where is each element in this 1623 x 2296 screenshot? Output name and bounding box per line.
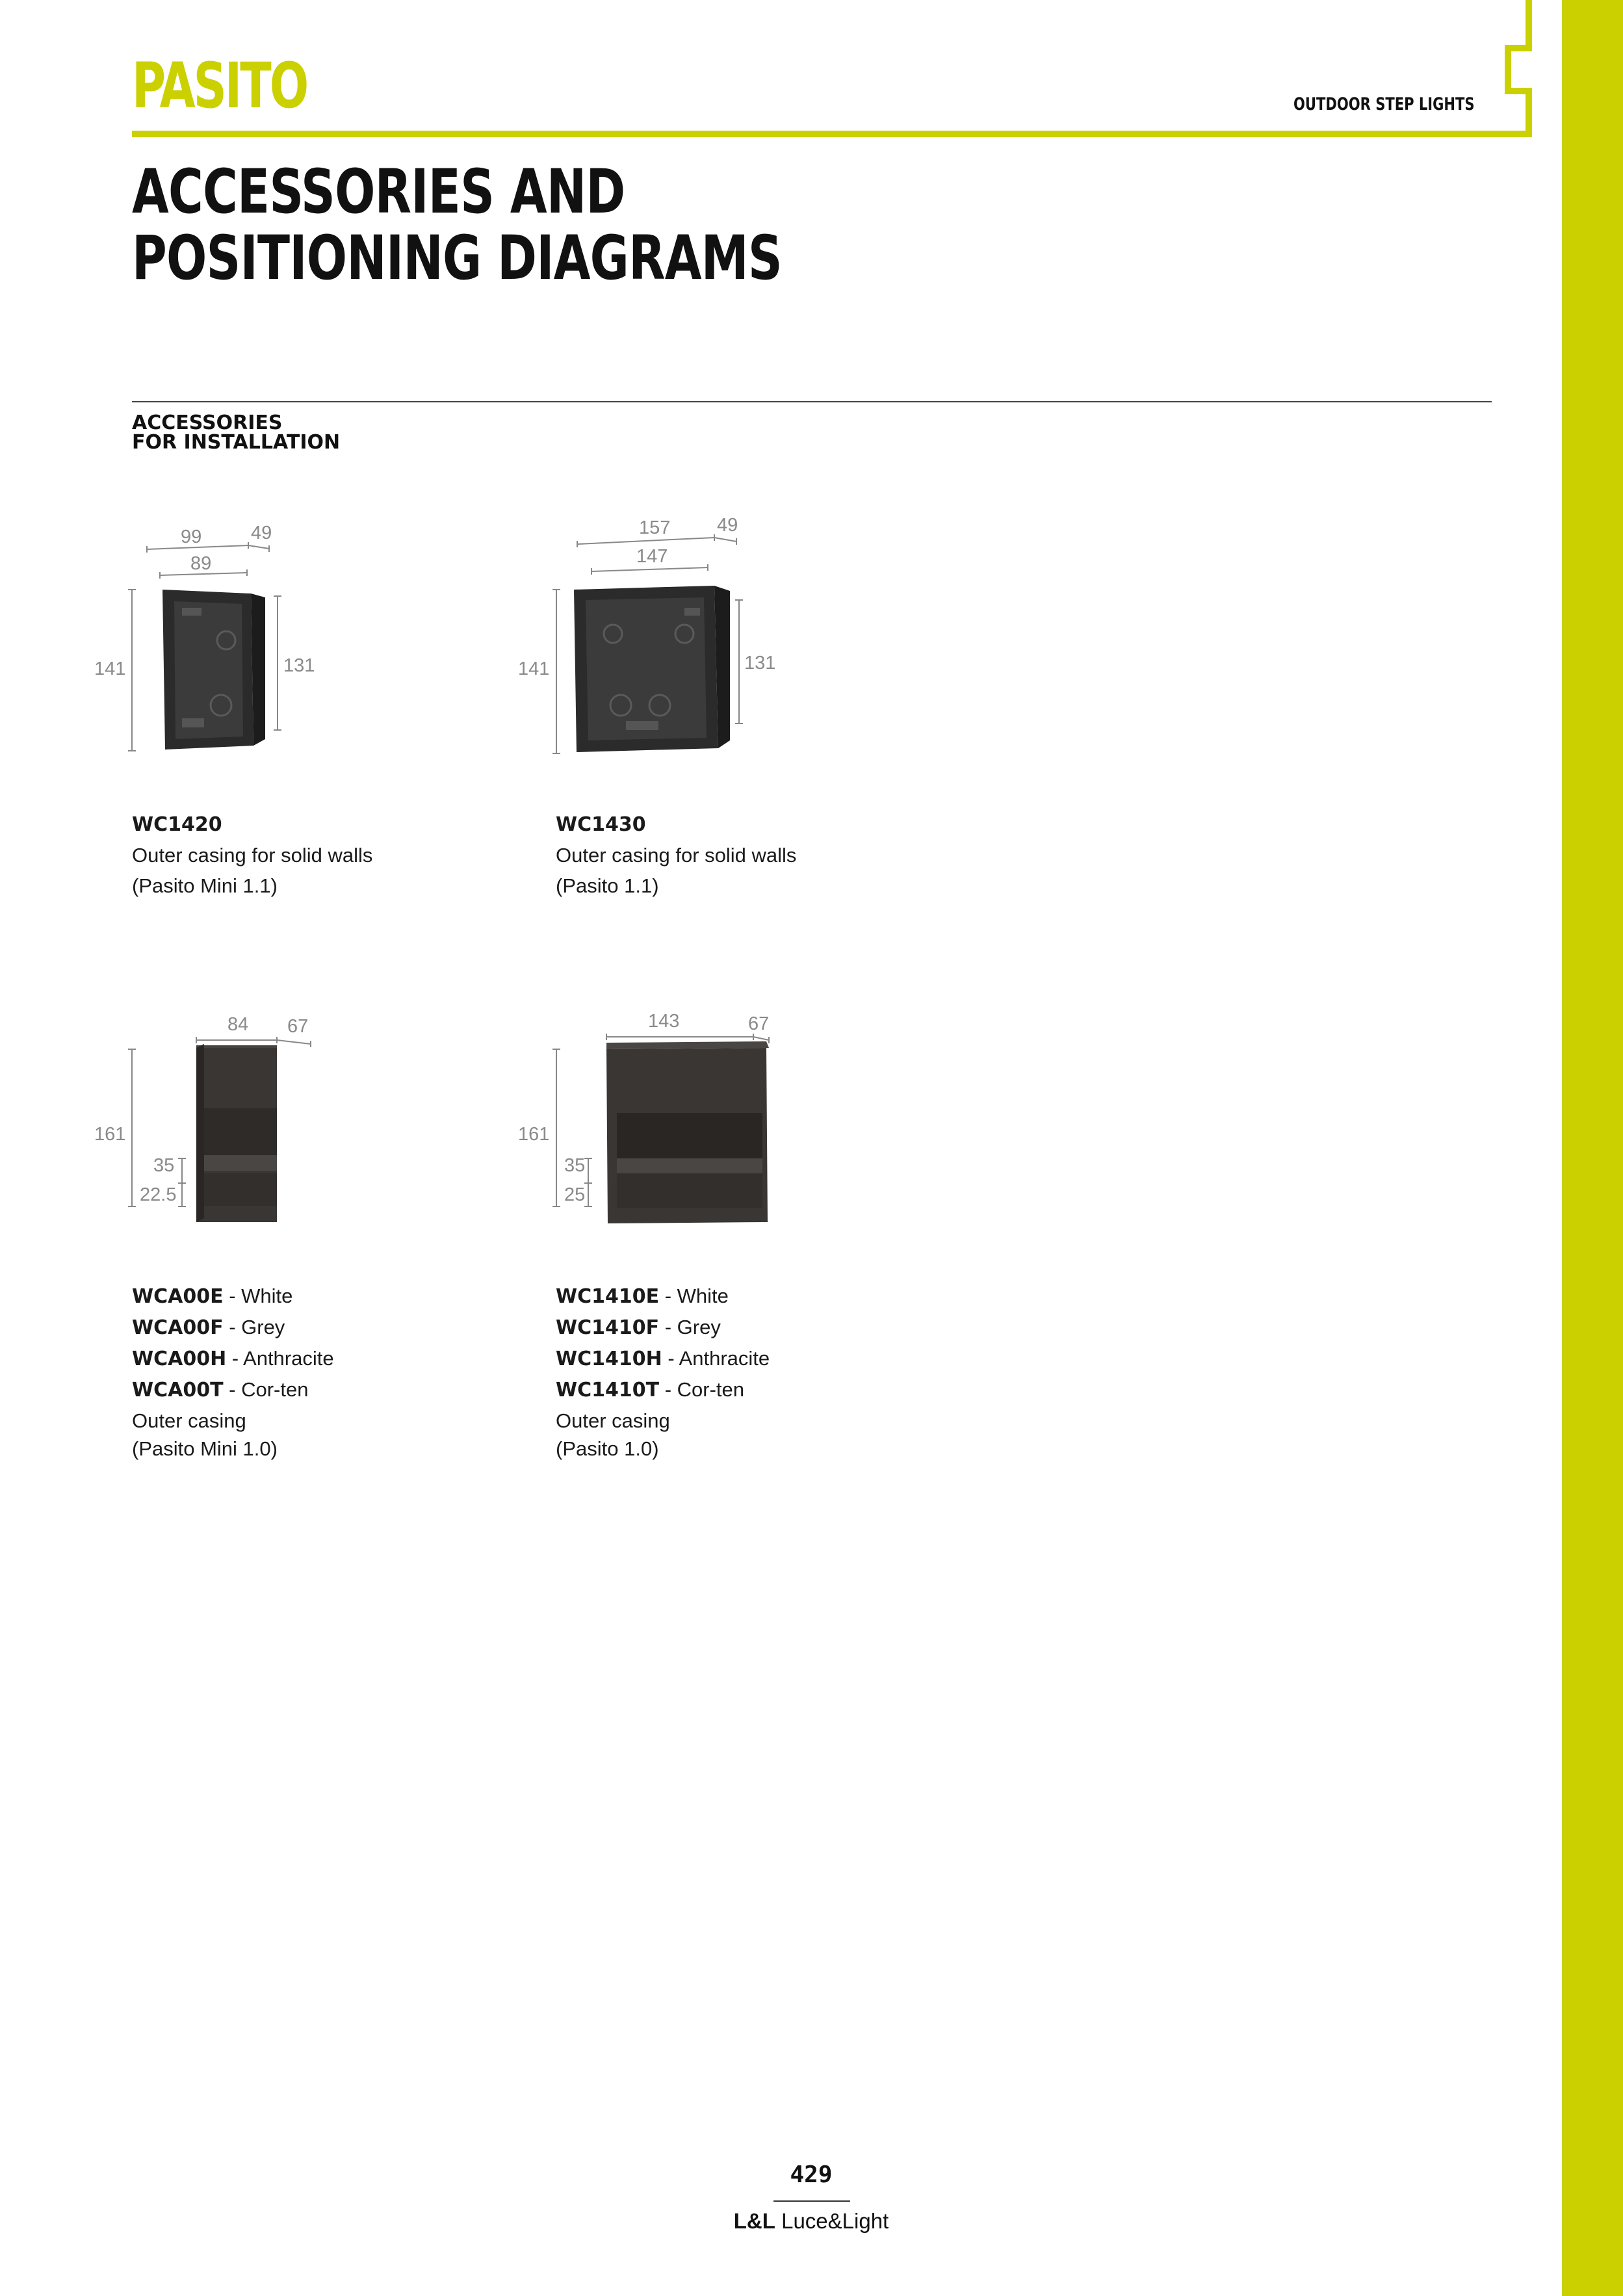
page-title xyxy=(132,159,782,292)
footer-brand-name: Luce&Light xyxy=(775,2209,889,2233)
variant-code: WC1410F xyxy=(556,1316,660,1339)
variant-color: - Cor-ten xyxy=(659,1378,744,1401)
dim-height: 161 xyxy=(94,1124,126,1145)
variant-row xyxy=(556,1343,770,1374)
section-divider xyxy=(132,401,1492,402)
variant-row xyxy=(132,1281,334,1312)
product-wc1420 xyxy=(132,809,372,901)
product-wca00 xyxy=(132,1281,334,1462)
dim-height: 161 xyxy=(518,1124,550,1145)
section-title xyxy=(132,413,340,452)
product-model: (Pasito Mini 1.1) xyxy=(132,874,278,897)
variant-row xyxy=(556,1312,770,1343)
variant-code: WCA00E xyxy=(132,1285,224,1308)
dim-height-outer: 141 xyxy=(94,659,126,679)
dim-depth: 67 xyxy=(748,1013,770,1034)
variant-row xyxy=(132,1374,334,1405)
category-label: OUTDOOR STEP LIGHTS xyxy=(1293,94,1475,114)
variant-color: - White xyxy=(659,1285,729,1307)
product-model: (Pasito 1.1) xyxy=(556,874,659,897)
variant-color: - Anthracite xyxy=(662,1347,770,1370)
dim-opening: 35 xyxy=(564,1155,586,1176)
casing-box-image xyxy=(574,586,730,752)
product-code: WC1420 xyxy=(132,813,222,836)
casing-box-image xyxy=(162,590,265,750)
footer-brand xyxy=(681,2209,941,2234)
accent-sidebar xyxy=(1562,0,1623,2296)
dim-depth: 49 xyxy=(717,515,738,536)
dim-width-inner: 89 xyxy=(190,553,212,574)
variant-code: WCA00H xyxy=(132,1348,227,1370)
product-wc1410 xyxy=(556,1281,770,1462)
page-number: 429 xyxy=(790,2161,833,2188)
variant-color: - Cor-ten xyxy=(223,1378,309,1401)
variant-row xyxy=(556,1374,770,1405)
variant-color: - Grey xyxy=(659,1316,721,1338)
product-description: Outer casing for solid walls xyxy=(556,844,797,867)
dim-width: 84 xyxy=(227,1014,249,1035)
variant-code: WC1410H xyxy=(556,1348,662,1370)
casing-diagram-wc1410 xyxy=(509,1001,808,1235)
variant-row xyxy=(132,1343,334,1374)
product-model: (Pasito Mini 1.0) xyxy=(132,1437,278,1460)
casing-box-image xyxy=(606,1041,769,1223)
dim-base: 22.5 xyxy=(140,1184,177,1205)
page-title-line2: POSITIONING DIAGRAMS xyxy=(132,223,782,294)
section-title-line2: FOR INSTALLATION xyxy=(132,431,341,454)
casing-diagram-wc1430 xyxy=(509,510,808,770)
product-wc1430 xyxy=(556,809,796,901)
dim-width: 143 xyxy=(648,1011,680,1032)
dim-width-outer: 157 xyxy=(639,517,671,538)
variant-code: WC1410E xyxy=(556,1285,660,1308)
dim-height-inner: 131 xyxy=(744,653,776,673)
dim-base: 25 xyxy=(564,1184,586,1205)
variant-code: WCA00F xyxy=(132,1316,224,1339)
footer-divider xyxy=(773,2200,850,2202)
product-model: (Pasito 1.0) xyxy=(556,1437,659,1460)
dim-height-inner: 131 xyxy=(283,655,315,676)
dim-opening: 35 xyxy=(153,1155,175,1176)
variant-row xyxy=(132,1312,334,1343)
dim-width-outer: 99 xyxy=(181,527,202,547)
dim-height-outer: 141 xyxy=(518,659,550,679)
variant-row xyxy=(556,1281,770,1312)
casing-diagram-wca00 xyxy=(84,1001,344,1235)
dim-width-inner: 147 xyxy=(636,546,668,567)
brand-title: PASITO xyxy=(132,49,307,122)
casing-box-image xyxy=(196,1044,277,1222)
product-description: Outer casing xyxy=(556,1409,670,1432)
product-description: Outer casing xyxy=(132,1409,246,1432)
page-title-line1: ACCESSORIES AND xyxy=(132,157,625,228)
dim-depth: 49 xyxy=(251,523,272,543)
variant-color: - White xyxy=(223,1285,293,1307)
variant-code: WC1410T xyxy=(556,1379,660,1402)
variant-color: - Anthracite xyxy=(226,1347,334,1370)
variant-code: WCA00T xyxy=(132,1379,224,1402)
dim-depth: 67 xyxy=(287,1016,309,1037)
product-description: Outer casing for solid walls xyxy=(132,844,373,867)
section-title-line1: ACCESSORIES xyxy=(132,411,283,434)
variant-color: - Grey xyxy=(223,1316,285,1338)
footer-brand-bold: L&L xyxy=(733,2209,775,2233)
casing-diagram-wc1420 xyxy=(84,510,344,770)
product-code: WC1430 xyxy=(556,813,646,836)
